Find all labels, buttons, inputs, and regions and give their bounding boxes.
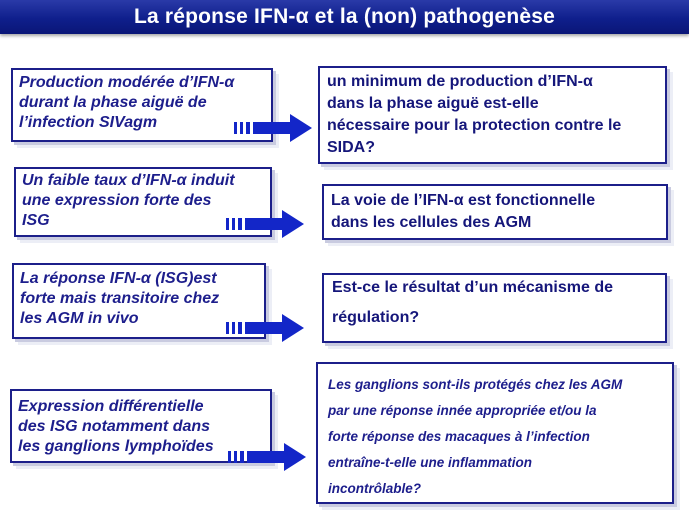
right-box-2-text: La voie de l’IFN-α est fonctionnelle dans les cellules des AGM: [331, 192, 596, 231]
arrow-right-icon-1: [232, 108, 318, 148]
right-box-4-text: Les ganglions sont-ils protégés chez les AGM par une réponse innée appropriée et/ou la forte réponse des macaques à l’infection entraîne-t-elle une inflammation incontrôlable?: [328, 377, 623, 496]
right-box-1: [318, 66, 667, 164]
left-box-1-text: Production modérée d’IFN-α durant la phase aiguë de l’infection SIVagm: [19, 74, 235, 131]
arrow-right-icon-2: [224, 204, 310, 244]
arrow-right-icon-3: [224, 308, 310, 348]
arrow-right-icon-4: [226, 437, 312, 477]
right-box-3-text: Est-ce le résultat d’un mécanisme de régulation?: [332, 279, 613, 326]
right-box-4: [316, 362, 674, 504]
left-box-2-text: Un faible taux d’IFN-α induit une expression forte des ISG: [22, 172, 235, 229]
right-box-3: [322, 273, 667, 343]
right-box-2: [322, 184, 668, 240]
left-box-4-text: Expression différentielle des ISG notamment dans les ganglions lymphoïdes: [18, 398, 214, 455]
right-box-1-text: un minimum de production d’IFN-α dans la phase aiguë est-elle nécessaire pour la protection contre le SIDA?: [327, 73, 622, 156]
slide-title: La réponse IFN-α et la (non) pathogenèse: [133, 5, 556, 28]
left-box-3-text: La réponse IFN-α (ISG)est forte mais transitoire chez les AGM in vivo: [20, 270, 220, 327]
